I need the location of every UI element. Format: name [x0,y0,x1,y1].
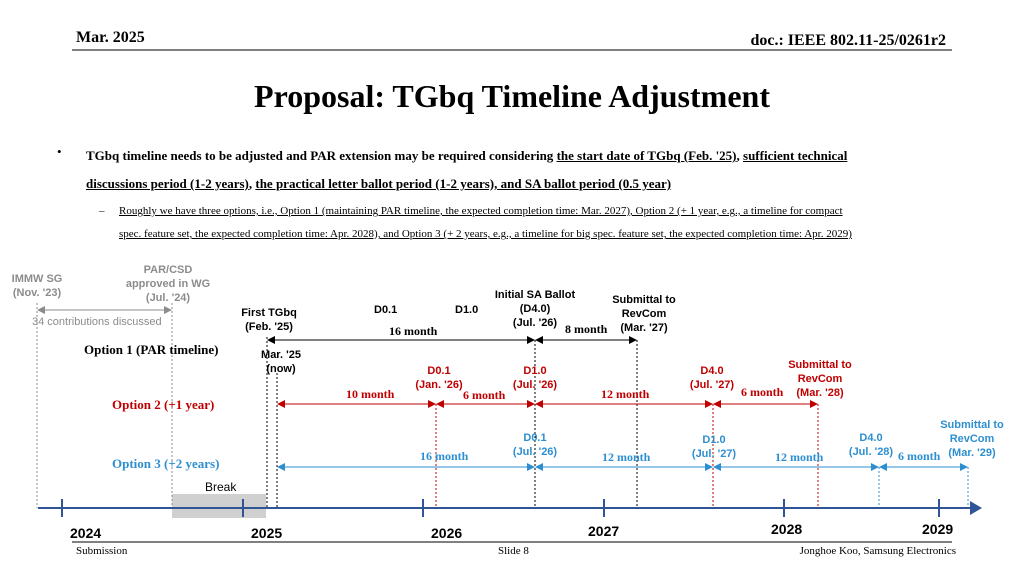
opt2-d10 [506,364,564,392]
opt3-d01-line1: D0.1 [523,432,547,444]
opt2-revcom-line2: RevCom [797,373,843,385]
opt2-d01-line2: (Jan. '26) [415,379,463,391]
bullet-text-part3: , [248,176,256,191]
year-2026: 2026 [431,525,463,541]
opt3-d10-line2: (Jul. '27) [691,448,737,460]
opt2-d01-line1: D0.1 [427,365,451,377]
opt3-d40 [842,431,900,459]
initial-sa-line1: Initial SA Ballot [494,289,576,301]
option2-label: Option 2 (+1 year) [112,397,215,412]
opt2-revcom-line3: (Mar. '28) [796,387,844,399]
initial-sa-line2: (D4.0) [519,303,551,315]
opt2-d10-line2: (Jul. '26) [512,379,558,391]
footer-submission: Submission [76,545,128,557]
label-mar25-now [253,348,309,376]
footer-author: Jonghoe Koo, Samsung Electronics [799,545,956,557]
year-2028: 2028 [771,521,803,537]
opt3-revcom-line3: (Mar. '29) [948,447,996,459]
opt2-revcom [780,358,860,400]
break-box [172,494,266,518]
year-2024: 2024 [70,525,102,541]
opt1-revcom [602,293,686,335]
opt3-12-month-b: 12 month [775,450,824,464]
opt1-revcom-line2: RevCom [621,308,667,320]
mar25-line1: Mar. '25 [261,349,301,361]
first-tgbq-line2: (Feb. '25) [245,321,293,333]
opt2-d10-line1: D1.0 [523,365,547,377]
opt2-6-month-b: 6 month [741,385,784,399]
opt3-revcom-line1: Submittal to [940,419,1004,431]
sub-bullet-line-1: Roughly we have three options, i.e., Option 1 (maintaining PAR timeline, the expected completion time: Mar. 2027), Option 2 (+ 1 year, e.g., a timeline for compact [119,205,843,217]
par-csd-line2: approved in WG [125,278,211,290]
year-2027: 2027 [588,523,620,539]
bullet-sufficient-technical: sufficient technical [743,148,848,163]
sub-bullet-marker: – [99,205,105,217]
opt2-12-month: 12 month [601,387,650,401]
opt1-8-month: 8 month [565,322,608,336]
opt3-12-month-a: 12 month [602,450,651,464]
label-imm-sg [6,272,68,300]
opt3-6-month: 6 month [898,449,941,463]
opt2-d40-line2: (Jul. '27) [689,379,735,391]
footer-slide-number: Slide 8 [498,545,529,557]
bullet-start-date: the start date of TGbq (Feb. '25) [556,148,737,163]
bullet-ballot-periods: the practical letter ballot period (1-2 years), and SA ballot period (0.5 year) [255,176,672,191]
opt3-d10 [685,433,743,461]
imm-sg-line2: (Nov. '23) [12,287,62,299]
opt3-revcom-line2: RevCom [949,433,995,445]
imm-sg-line1: IMMW SG [11,273,63,285]
opt1-revcom-line3: (Mar. '27) [620,322,668,334]
opt2-d01 [410,364,468,392]
sub-bullet-line-2: spec. feature set, the expected completion time: Apr. 2028), and Option 3 (+ 2 years, e.g., a timeline for big spec. feature set, the expected completion time: Apr. 2029) [119,228,852,240]
opt1-d01: D0.1 [374,304,398,316]
option3-label: Option 3 (+2 years) [112,456,220,471]
year-2029: 2029 [922,521,954,537]
header-date: Mar. 2025 [76,29,145,46]
label-contributions: 34 contributions discussed [32,316,162,328]
opt2-d40-line1: D4.0 [700,365,724,377]
opt2-d40 [683,364,741,392]
timeline-axis-arrowhead [970,501,982,515]
opt3-d40-line2: (Jul. '28) [848,446,894,458]
break-label: Break [205,480,237,494]
opt3-d01-line2: (Jul. '26) [512,446,558,458]
first-tgbq-line1: First TGbq [241,307,297,319]
label-par-csd [118,263,218,305]
opt3-d40-line1: D4.0 [859,432,883,444]
opt2-10-month: 10 month [346,387,395,401]
option1-label: Option 1 (PAR timeline) [84,342,219,357]
year-2025: 2025 [251,525,283,541]
opt1-revcom-line1: Submittal to [612,294,676,306]
opt3-d10-line1: D1.0 [702,434,726,446]
opt2-6-month-a: 6 month [463,388,506,402]
par-csd-line1: PAR/CSD [143,264,193,276]
opt2-revcom-line1: Submittal to [788,359,852,371]
opt1-16-month: 16 month [389,324,438,338]
label-first-tgbq [230,306,308,334]
page-title: Proposal: TGbq Timeline Adjustment [254,78,770,114]
header-doc-id: doc.: IEEE 802.11-25/0261r2 [750,32,946,49]
opt1-d10: D1.0 [455,304,479,316]
opt3-16-month: 16 month [420,449,469,463]
bullet-text-part2: , [736,148,744,163]
bullet-marker: • [57,144,62,159]
opt3-d01 [506,431,564,459]
opt3-revcom [934,418,1010,460]
bullet-discussions-period: discussions period (1-2 years) [86,176,249,191]
mar25-line2: (now) [266,363,296,375]
par-csd-line3: (Jul. '24) [145,292,191,304]
bullet-text-part1: TGbq timeline needs to be adjusted and PAR extension may be required considering [86,148,557,163]
initial-sa-line3: (Jul. '26) [512,317,558,329]
